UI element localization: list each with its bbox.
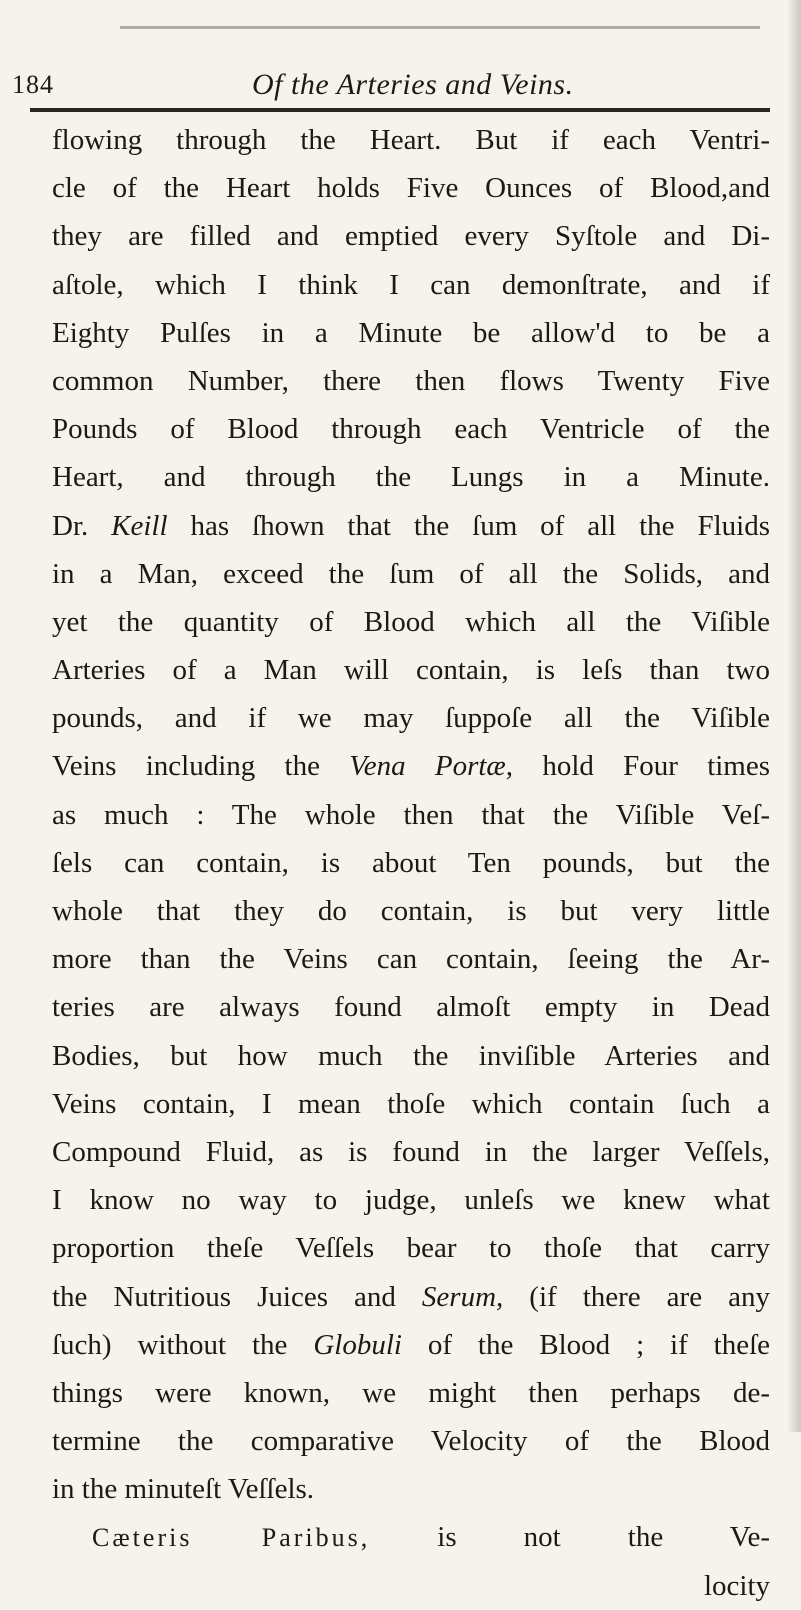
text-line: common Number, there then flows Twenty Five: [52, 364, 770, 397]
text-line: the Nutritious Juices and Serum, (if there are any: [52, 1280, 770, 1313]
text-line: cle of the Heart holds Five Ounces of Blood,and: [52, 172, 770, 205]
body-text: [52, 116, 770, 1610]
text-line: ſuch) without the Globuli of the Blood ; if theſe: [52, 1328, 770, 1361]
text-line: Veins including the Vena Portæ, hold Four times: [52, 750, 770, 783]
text-line: Veins contain, I mean thoſe which contain ſuch a: [52, 1087, 770, 1120]
text-line: Arteries of a Man will contain, is leſs than two: [52, 654, 770, 687]
text-line: things were known, we might then perhaps de-: [52, 1376, 770, 1409]
header-rule: [30, 108, 770, 112]
text-line: yet the quantity of Blood which all the Viſible: [52, 605, 770, 638]
text-line: Compound Fluid, as is found in the larger Veſſels,: [52, 1135, 770, 1168]
text-line: aſtole, which I think I can demonſtrate, and if: [52, 268, 770, 301]
text-line: Dr. Keill has ſhown that the ſum of all the Fluids: [52, 509, 770, 542]
author-name: Keill: [111, 509, 168, 542]
page-edge-shadow: [787, 0, 801, 1432]
header-rule-faint: [120, 26, 760, 29]
page-header: [12, 64, 772, 108]
text-line: pounds, and if we may ſuppoſe all the Viſible: [52, 702, 770, 735]
running-head: Of the Arteries and Veins.: [252, 68, 574, 101]
page-number: 184: [12, 70, 54, 99]
text-line: they are filled and emptied every Syſtole and Di-: [52, 220, 770, 253]
text-line: more than the Veins can contain, ſeeing the Ar-: [52, 943, 770, 976]
text-line: termine the comparative Velocity of the Blood: [52, 1425, 770, 1458]
text-line: I know no way to judge, unleſs we knew what: [52, 1184, 770, 1217]
text-line: Pounds of Blood through each Ventricle of the: [52, 413, 770, 446]
latin-phrase: Cæteris Paribus,: [92, 1523, 371, 1553]
text-line: flowing through the Heart. But if each Ventri-: [52, 124, 770, 156]
text-line: as much : The whole then that the Viſible Veſ-: [52, 798, 770, 831]
text-line: Cæteris Paribus, is not the Ve-: [92, 1521, 770, 1554]
text-line: Heart, and through the Lungs in a Minute.: [52, 461, 770, 494]
latin-term: Globuli: [313, 1328, 402, 1361]
latin-term: Vena Portæ,: [349, 750, 514, 783]
text-line: whole that they do contain, is but very little: [52, 895, 770, 927]
text-line: Eighty Pulſes in a Minute be allow'd to be a: [52, 316, 770, 349]
latin-term: Serum,: [421, 1280, 504, 1313]
text-line: in a Man, exceed the ſum of all the Solids, and: [52, 557, 770, 590]
catchword: locity: [703, 1569, 770, 1602]
text-line: ſels can contain, is about Ten pounds, but the: [52, 846, 770, 879]
text-line: Bodies, but how much the inviſible Arteries and: [52, 1039, 770, 1072]
text-line: proportion theſe Veſſels bear to thoſe that carry: [52, 1232, 770, 1265]
text-line: in the minuteſt Veſſels.: [52, 1473, 315, 1506]
text-line: teries are always found almoſt empty in Dead: [52, 991, 770, 1024]
